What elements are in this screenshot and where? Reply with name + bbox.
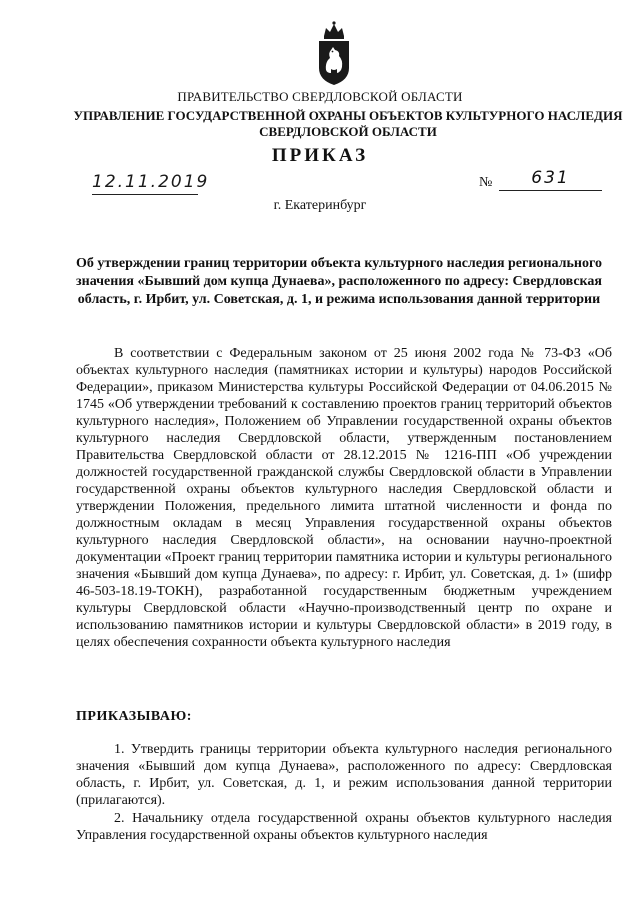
number-sign: № bbox=[479, 175, 493, 190]
order-subject: Об утверждении границ территории объекта культурного наследия регионального значения «Бывший дом купца Дунаева», расположенного по адресу: Свердловская область, г. Ирбит, ул. Советская, д. 1, и режима использования данной территории bbox=[76, 256, 602, 307]
order-item-1: 1. Утвердить границы территории объекта культурного наследия регионального значения «Бывший дом купца Дунаева», расположенного по адресу: Свердловская область, г. Ирбит, ул. Советская, д. 1, и режим использования данной территории (прилагаются). bbox=[76, 742, 612, 808]
order-heading: ПРИКАЗЫВАЮ: bbox=[76, 709, 192, 724]
order-number: 631 bbox=[499, 168, 602, 191]
preamble-paragraph: В соответствии с Федеральным законом от 25 июня 2002 года № 73-ФЗ «Об объектах культурного наследия (памятниках истории и культуры) народов Российской Федерации», приказом Министерства культуры Российской Федерации от 04.06.2015 № 1745 «Об утверждении требований к составлению проектов границ территорий объектов культурного наследия», Положением об Управлении государственной охраны объектов культурного наследия Свердловской области, утвержденным постановлением Правительства Свердловской области от 28.12.2015 № 1216-ПП «Об учреждении должностей государственной гражданской службы Свердловской области в Управлении государственной охраны объектов культурного наследия Свердловской области и утверждении Положения, предельного лимита штатной численности и фонда по должностным окладам в месяц Управления государственной охраны объектов культурного наследия Свердловской области», на основании научно-проектной документации «Проект границ территории памятника истории и культуры регионального значения «Бывший дом купца Дунаева», по адресу: г. Ирбит, ул. Советская, д. 1» (шифр 46-503-18.19-ТОКН), разработанной государственным бюджетным учреждением культуры Свердловской области «Научно-производственный центр по охране и использованию памятников истории и культуры Свердловской области» в 2019 году, в целях обеспечения сохранности объекта культурного наследия bbox=[76, 346, 612, 650]
document-type: ПРИКАЗ bbox=[271, 145, 369, 166]
government-name: ПРАВИТЕЛЬСТВО СВЕРДЛОВСКОЙ ОБЛАСТИ bbox=[177, 89, 463, 104]
order-date: 12.11.2019 bbox=[92, 172, 198, 195]
sverdlovsk-coat-of-arms-icon bbox=[315, 20, 353, 86]
city: г. Екатеринбург bbox=[273, 198, 367, 213]
department-name: УПРАВЛЕНИЕ ГОСУДАРСТВЕННОЙ ОХРАНЫ ОБЪЕКТОВ КУЛЬТУРНОГО НАСЛЕДИЯ СВЕРДЛОВСКОЙ ОБЛАСТИ bbox=[73, 108, 623, 139]
order-item-2: 2. Начальнику отдела государственной охраны объектов культурного наследия Управления государственной охраны объектов культурного наследия bbox=[76, 811, 612, 843]
